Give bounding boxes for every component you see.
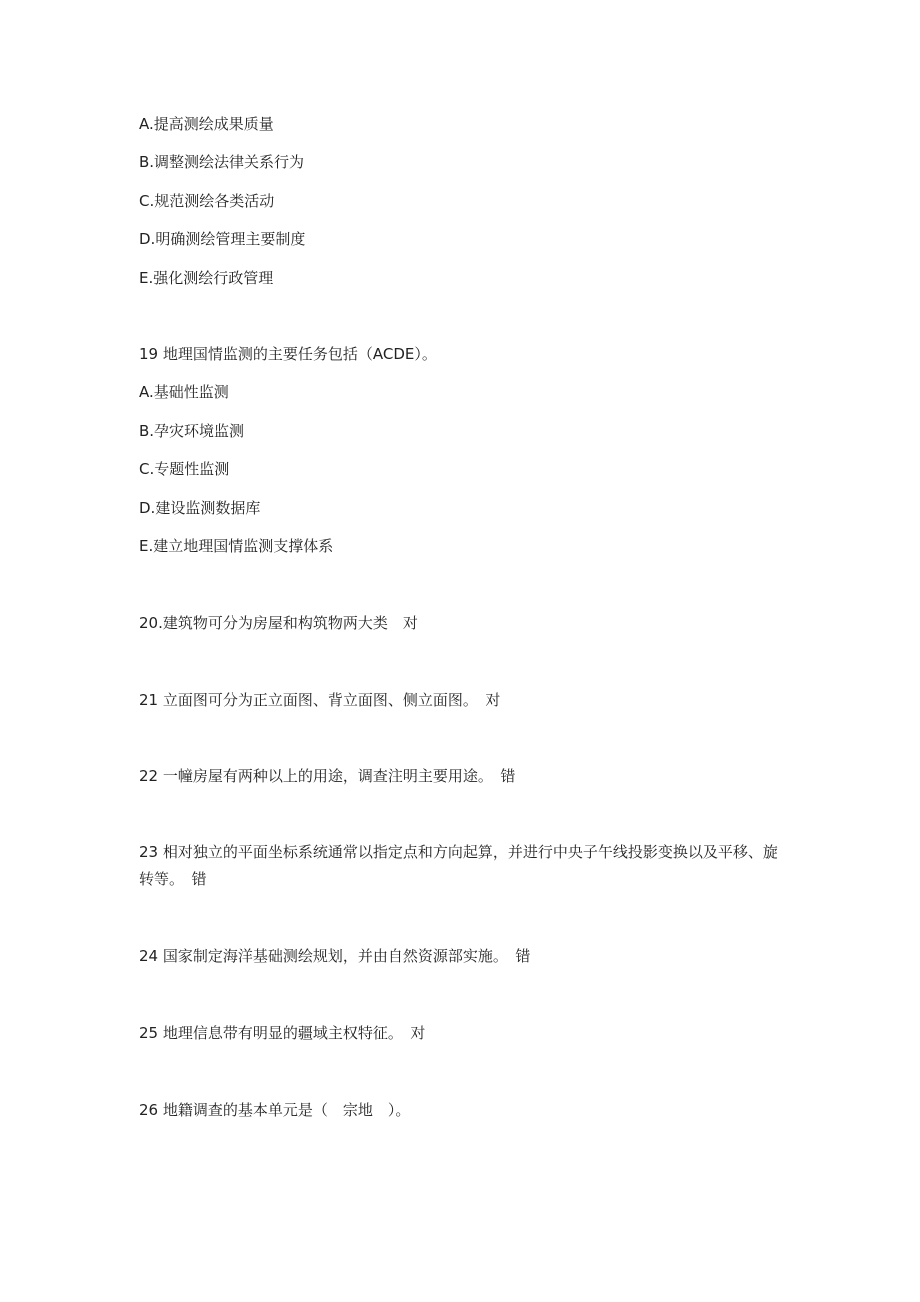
statement-25: 25 地理信息带有明显的疆域主权特征。 对 <box>139 1024 426 1042</box>
q19-option-d: D.建设监测数据库 <box>139 499 261 517</box>
statement-22: 22 一幢房屋有两种以上的用途，调查注明主要用途。 错 <box>139 767 516 785</box>
statement-20: 20.建筑物可分为房屋和构筑物两大类 对 <box>139 614 418 632</box>
q18-option-a: A.提高测绘成果质量 <box>139 115 274 133</box>
q19-question: 19 地理国情监测的主要任务包括（ACDE）。 <box>139 345 437 363</box>
q19-option-c: C.专题性监测 <box>139 460 230 478</box>
statement-21: 21 立面图可分为正立面图、背立面图、侧立面图。 对 <box>139 691 501 709</box>
q18-option-c: C.规范测绘各类活动 <box>139 192 275 210</box>
statement-23: 23 相对独立的平面坐标系统通常以指定点和方向起算，并进行中央子午线投影变换以及平移、旋转等。 错 <box>139 843 778 888</box>
q18-option-d: D.明确测绘管理主要制度 <box>139 230 306 248</box>
statement-24: 24 国家制定海洋基础测绘规划，并由自然资源部实施。 错 <box>139 947 531 965</box>
statement-26: 26 地籍调查的基本单元是（ 宗地 ）。 <box>139 1101 411 1119</box>
q19-option-a: A.基础性监测 <box>139 383 229 401</box>
q18-option-e: E.强化测绘行政管理 <box>139 269 274 287</box>
q19-option-e: E.建立地理国情监测支撑体系 <box>139 537 334 555</box>
q19-option-b: B.孕灾环境监测 <box>139 422 245 440</box>
q18-option-b: B.调整测绘法律关系行为 <box>139 153 305 171</box>
